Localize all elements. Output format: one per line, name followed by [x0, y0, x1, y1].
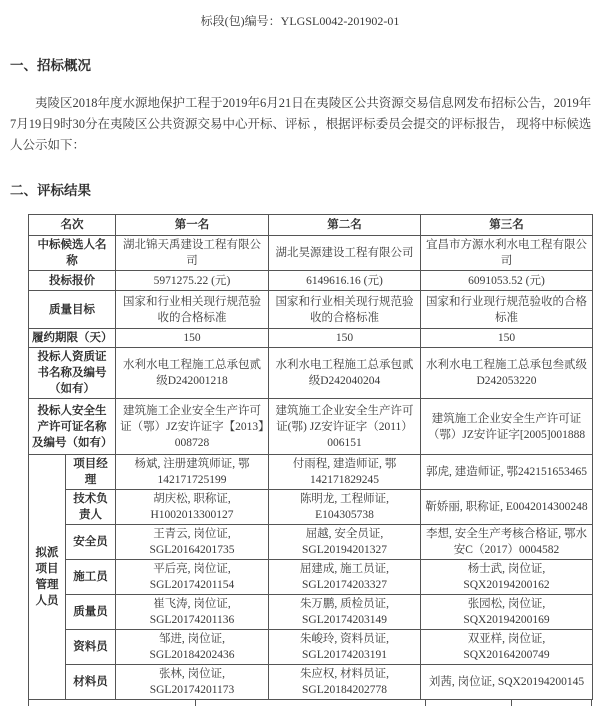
value-cell: 付雨程, 建造师证, 鄂142171829245 [269, 455, 421, 490]
value-cell: 张园松, 岗位证, SQX20194200169 [421, 595, 593, 630]
value-cell: 150 [116, 329, 269, 348]
value-cell: 建筑施工企业安全生产许可证（鄂）JZ安许证字【2013】008728 [116, 399, 269, 455]
table-row [29, 455, 593, 490]
table-header-row [29, 215, 593, 236]
role-label: 质量员 [66, 595, 116, 630]
header-first: 第一名 [116, 215, 269, 236]
value-cell: 胡庆松, 职称证, H1002013300127 [116, 490, 269, 525]
row-label: 中标候选人名称 [29, 236, 116, 271]
role-label: 项目经理 [66, 455, 116, 490]
value-cell: 150 [269, 329, 421, 348]
row-label: 投标人资质证书名称及编号（如有） [29, 348, 116, 399]
value-cell: 国家和行业相关现行规范验收的合格标准 [269, 291, 421, 329]
value-cell: 国家和行业相关现行规范验收的合格标准 [116, 291, 269, 329]
role-label: 安全员 [66, 525, 116, 560]
partial-divider [591, 700, 592, 706]
value-cell: 崔飞涛, 岗位证, SGL20174201136 [116, 595, 269, 630]
table-row [29, 525, 593, 560]
role-label: 施工员 [66, 560, 116, 595]
value-cell: 张林, 岗位证, SGL20174201173 [116, 665, 269, 700]
value-cell: 水利水电工程施工总承包贰级D242001218 [116, 348, 269, 399]
overview-paragraph: 夷陵区2018年度水源地保护工程于2019年6月21日在夷陵区公共资源交易信息网发布招标公告，2019年7月19日9时30分在夷陵区公共资源交易中心开标、评标 ，根据评标委员会提交的评标报告， 现将中标候选人公示如下： [10, 96, 592, 152]
value-cell: 朱峻玲, 资料员证, SGL20174203191 [269, 630, 421, 665]
partial-divider [28, 700, 29, 706]
role-label: 技术负责人 [66, 490, 116, 525]
header-rank: 名次 [29, 215, 116, 236]
value-cell: 6091053.52 (元) [421, 271, 593, 291]
table-row [29, 399, 593, 455]
value-cell: 朱应权, 材料员证, SGL20184202778 [269, 665, 421, 700]
table-row [29, 560, 593, 595]
header-third: 第三名 [421, 215, 593, 236]
value-cell: 双亚样, 岗位证, SQX20164200749 [421, 630, 593, 665]
value-cell: 150 [421, 329, 593, 348]
table-row [29, 595, 593, 630]
section-1-title: 一、招标概况 [10, 58, 91, 73]
value-cell: 湖北锦天禹建设工程有限公司 [116, 236, 269, 271]
value-cell: 刘茜, 岗位证, SQX20194200145 [421, 665, 593, 700]
header-second: 第二名 [269, 215, 421, 236]
value-cell: 建筑施工企业安全生产许可证（鄂）JZ安许证字[2005]001888 [421, 399, 593, 455]
value-cell: 水利水电工程施工总承包贰级D242040204 [269, 348, 421, 399]
value-cell: 郭虎, 建造师证, 鄂242151653465 [421, 455, 593, 490]
row-label: 履约期限（天） [29, 329, 116, 348]
next-row-partial [28, 700, 592, 706]
role-label: 材料员 [66, 665, 116, 700]
table-row [29, 665, 593, 700]
value-cell: 朱万鹏, 质检员证, SGL20174203149 [269, 595, 421, 630]
table-row [29, 329, 593, 348]
value-cell: 陈明龙, 工程师证, E104305738 [269, 490, 421, 525]
section-2-title: 二、评标结果 [10, 183, 91, 198]
row-label: 投标人安全生产许可证名称及编号（如有） [29, 399, 116, 455]
table-row [29, 490, 593, 525]
table-row [29, 348, 593, 399]
value-cell: 王青云, 岗位证, SGL20164201735 [116, 525, 269, 560]
table-row [29, 236, 593, 271]
value-cell: 屈越, 安全员证, SGL20194201327 [269, 525, 421, 560]
row-label: 投标报价 [29, 271, 116, 291]
value-cell: 李想, 安全生产考核合格证, 鄂水安C（2017）0004582 [421, 525, 593, 560]
table-row [29, 630, 593, 665]
value-cell: 水利水电工程施工总承包叁贰级D242053220 [421, 348, 593, 399]
value-cell: 国家和行业现行规范验收的合格标准 [421, 291, 593, 329]
evaluation-result-table [28, 214, 593, 700]
value-cell: 邹进, 岗位证, SGL20184202436 [116, 630, 269, 665]
row-label: 质量目标 [29, 291, 116, 329]
role-label: 资料员 [66, 630, 116, 665]
table-row [29, 291, 593, 329]
value-cell: 靳娇丽, 职称证, E0042014300248 [421, 490, 593, 525]
value-cell: 宜昌市方源水利水电工程有限公司 [421, 236, 593, 271]
partial-divider [195, 700, 196, 706]
value-cell: 杨斌, 注册建筑师证, 鄂142171725199 [116, 455, 269, 490]
partial-divider [511, 700, 512, 706]
value-cell: 屈建成, 施工员证, SGL20174203327 [269, 560, 421, 595]
value-cell: 平后亮, 岗位证, SGL20174201154 [116, 560, 269, 595]
partial-divider [425, 700, 426, 706]
announcement-document [0, 12, 600, 696]
personnel-group-label: 拟派项目管理人员 [29, 455, 66, 700]
value-cell: 杨士武, 岗位证, SQX20194200162 [421, 560, 593, 595]
table-row [29, 271, 593, 291]
value-cell: 6149616.16 (元) [269, 271, 421, 291]
value-cell: 湖北昊源建设工程有限公司 [269, 236, 421, 271]
bid-section-code: 标段(包)编号：YLGSL0042-201902-01 [200, 14, 400, 28]
value-cell: 建筑施工企业安全生产许可证(鄂) JZ安许证字（2011）006151 [269, 399, 421, 455]
value-cell: 5971275.22 (元) [116, 271, 269, 291]
